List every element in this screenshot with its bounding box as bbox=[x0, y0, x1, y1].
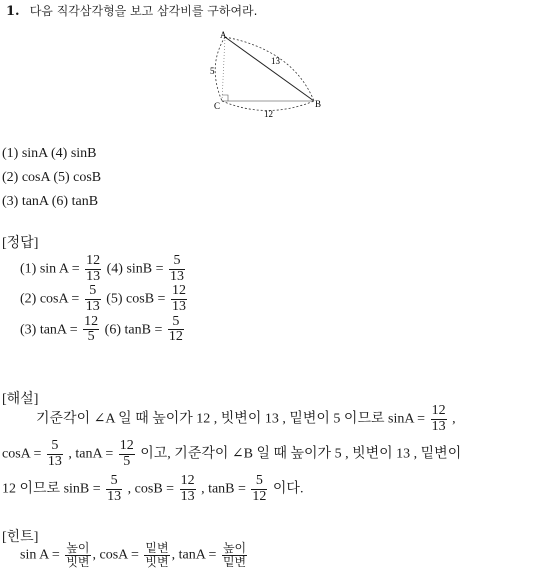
hypotenuse-line bbox=[225, 37, 314, 101]
problem-number: 1. bbox=[6, 4, 20, 19]
explanation-line-3: 12 이므로 sinB = $\frac{5}{13}$ , cosB = $\frac{12}{13}$ , tanB = $\frac{5}{12}$ 이다. bbox=[2, 473, 304, 504]
side-ac-label: 5 bbox=[210, 66, 215, 76]
right-angle-mark bbox=[222, 95, 228, 101]
side-ab-label: 13 bbox=[271, 56, 280, 66]
answer-fraction: $\frac{5}{13}$ bbox=[170, 253, 185, 284]
questions-list bbox=[2, 142, 101, 214]
side-ac-line bbox=[222, 37, 225, 101]
triangle-figure bbox=[205, 28, 330, 120]
side-bc-label: 12 bbox=[264, 109, 273, 119]
answer-fraction: $\frac{12}{13}$ bbox=[171, 283, 186, 315]
answer-fraction: $\frac{12}{13}$ bbox=[86, 253, 101, 284]
vertex-c-label: C bbox=[214, 101, 221, 111]
answer-fraction: $\frac{5}{12}$ bbox=[168, 313, 183, 345]
problem-prompt: 다음 직각삼각형을 보고 삼각비를 구하여라. bbox=[29, 4, 258, 18]
answer-label: (2) cosA = bbox=[20, 291, 80, 307]
vertex-a-label: A bbox=[220, 30, 227, 40]
question-line: (3) tanA (6) tanB bbox=[2, 194, 99, 209]
answer-label: (5) cosB = bbox=[106, 291, 166, 307]
answer-heading: [정답] bbox=[2, 236, 39, 251]
answer-label: (1) sin A = bbox=[20, 261, 80, 277]
answer-line bbox=[20, 254, 189, 284]
hint-heading: [힌트] bbox=[2, 530, 39, 545]
answer-line bbox=[20, 284, 189, 314]
question-line: (2) cosA (5) cosB bbox=[2, 170, 102, 185]
explanation-line-1: 기준각이 ∠A 일 때 높이가 12 , 빗변이 13 , 밑변이 5 이므로 sinA = $\frac{12}{13}$ , bbox=[36, 403, 456, 434]
answer-fraction: $\frac{5}{13}$ bbox=[85, 283, 100, 315]
brace-ac bbox=[215, 37, 225, 101]
answer-label: (3) tanA = bbox=[20, 322, 78, 338]
problem-title bbox=[6, 2, 257, 19]
explanation-line-2: cosA = $\frac{5}{13}$ , tanA = $\frac{12}{5}$ 이고, 기준각이 ∠B 일 때 높이가 5 , 빗변이 13 , 밑변이 bbox=[2, 438, 462, 469]
answer-line bbox=[20, 315, 189, 345]
vertex-b-label: B bbox=[315, 99, 322, 109]
answer-fraction: $\frac{12}{5}$ bbox=[84, 313, 99, 345]
answer-label: (6) tanB = bbox=[104, 322, 163, 338]
answer-block bbox=[20, 254, 189, 345]
hint-line: sin A = $\frac{\text{높이}}{\text{빗변}}$ , cosA = $\frac{\text{밑변}}{\text{빗변}}$ , tanA = $\frac{\text{높이}}{\text{밑변}}$ bbox=[20, 541, 247, 569]
question-line: (1) sinA (4) sinB bbox=[2, 146, 97, 161]
answer-label: (4) sinB = bbox=[106, 261, 164, 277]
explanation-heading: [해설] bbox=[2, 392, 39, 407]
